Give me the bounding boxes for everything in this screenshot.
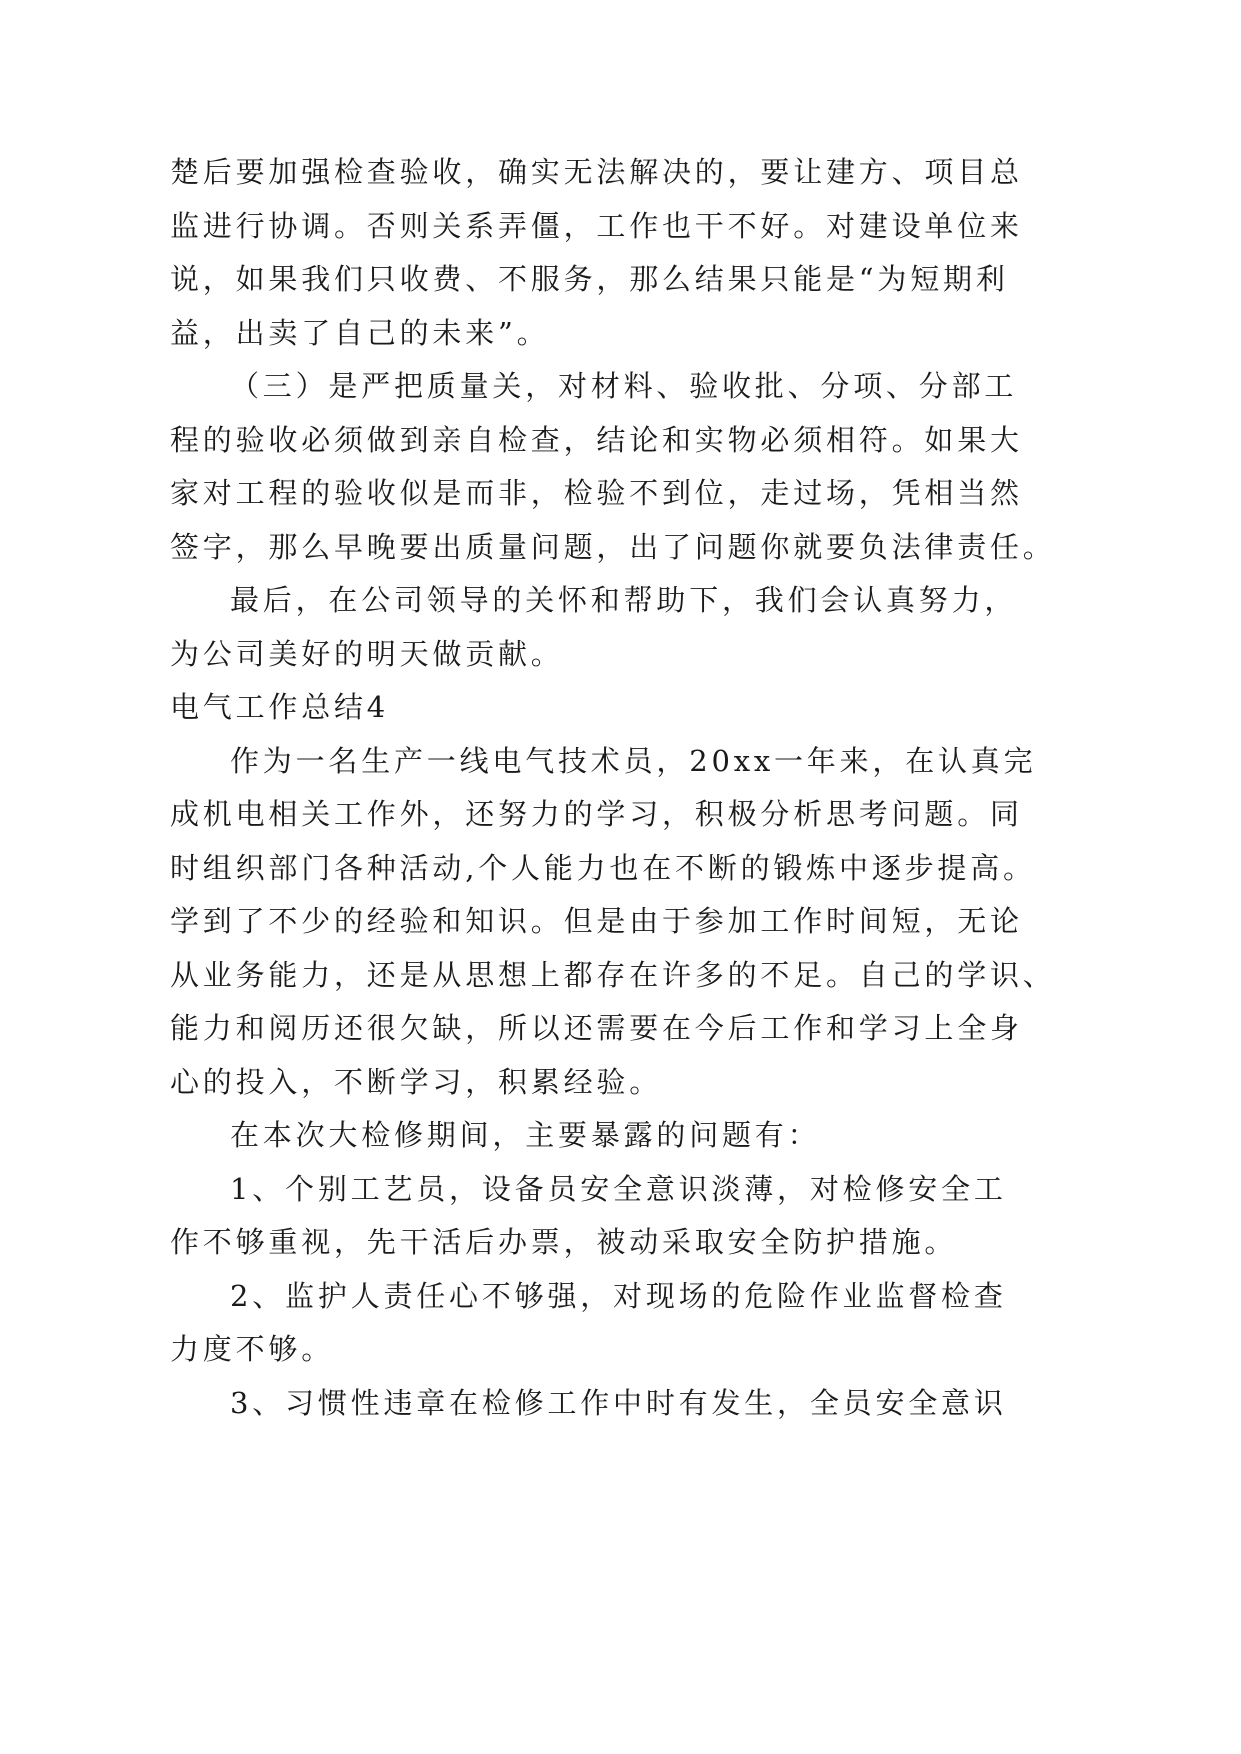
text-line: 监进行协调。否则关系弄僵，工作也干不好。对建设单位来 xyxy=(170,208,1023,243)
text-line: 力度不够。 xyxy=(170,1332,335,1366)
text-line: 签字，那么早晚要出质量问题，出了问题你就要负法律责任。 xyxy=(170,529,1056,564)
paragraph-first-line: 作为一名生产一线电气技术员，20xx一年来，在认真完 xyxy=(230,743,1037,778)
text-line: 从业务能力，还是从思想上都存在许多的不足。自己的学识、 xyxy=(170,957,1056,992)
text-line: 楚后要加强检查验收，确实无法解决的，要让建方、项目总 xyxy=(170,155,1023,189)
list-item-first-line: 1、个别工艺员，设备员安全意识淡薄，对检修安全工 xyxy=(230,1171,1007,1206)
text-line: 成机电相关工作外，还努力的学习，积极分析思考问题。同 xyxy=(170,797,1023,831)
text-line: 说，如果我们只收费、不服务，那么结果只能是“为短期利 xyxy=(170,262,1009,296)
text-line: 为公司美好的明天做贡献。 xyxy=(170,636,564,671)
text-line: 学到了不少的经验和知识。但是由于参加工作时间短，无论 xyxy=(170,904,1023,938)
section-heading: 电气工作总结4 xyxy=(170,690,390,724)
paragraph-first-line: 最后，在公司领导的关怀和帮助下，我们会认真努力， xyxy=(230,583,1018,617)
text-line: 作不够重视，先干活后办票，被动采取安全防护措施。 xyxy=(170,1225,958,1259)
text-line: 能力和阅历还很欠缺，所以还需要在今后工作和学习上全身 xyxy=(170,1011,1023,1045)
paragraph-first-line: 在本次大检修期间，主要暴露的问题有： xyxy=(230,1118,821,1152)
text-line: 程的验收必须做到亲自检查，结论和实物必须相符。如果大 xyxy=(170,422,1023,457)
text-line: 益，出卖了自己的未来”。 xyxy=(170,315,550,350)
text-line: 家对工程的验收似是而非，检验不到位，走过场，凭相当然 xyxy=(170,476,1023,510)
text-line: 时组织部门各种活动,个人能力也在不断的锻炼中逐步提高。 xyxy=(170,850,1036,885)
text-line: 心的投入，不断学习，积累经验。 xyxy=(170,1064,663,1099)
list-item-first-line: 2、监护人责任心不够强，对现场的危险作业监督检查 xyxy=(230,1278,1007,1313)
list-item-first-line: 3、习惯性违章在检修工作中时有发生，全员安全意识 xyxy=(230,1385,1007,1420)
paragraph-first-line: （三）是严把质量关，对材料、验收批、分项、分部工 xyxy=(230,369,1018,403)
document-body xyxy=(170,146,1056,1430)
